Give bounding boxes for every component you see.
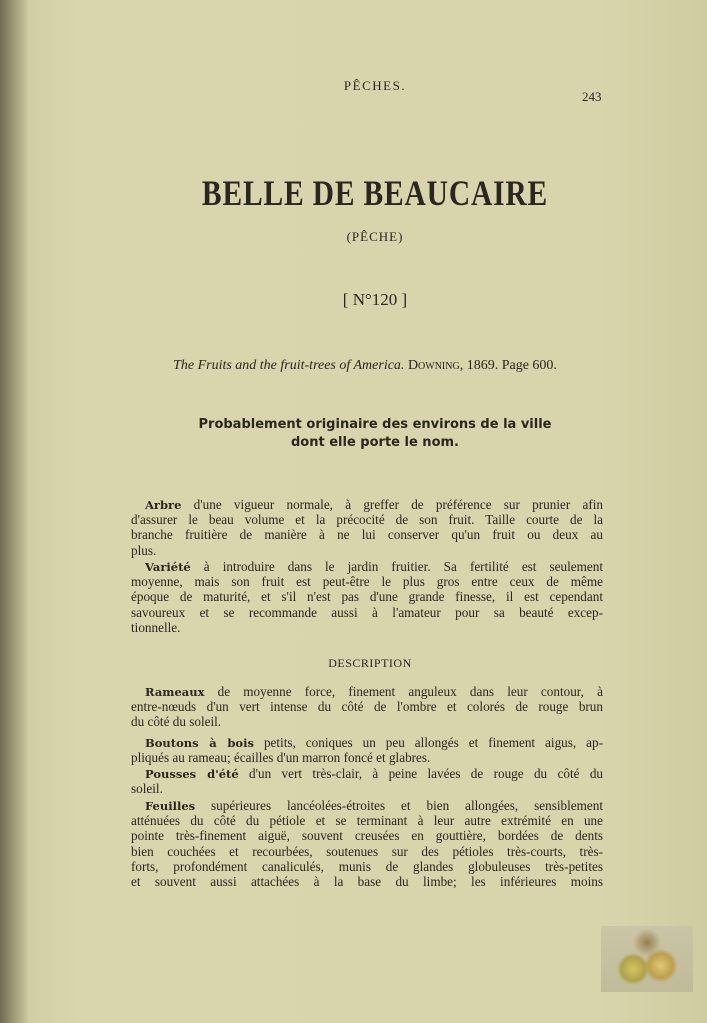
subtitle: (PÊCHE) bbox=[346, 229, 404, 244]
text-line bbox=[131, 874, 603, 889]
text-line bbox=[131, 699, 603, 714]
line-text: moyenne, mais son fruit est peut-être le plus gros entre ceux de même bbox=[131, 574, 603, 590]
line-text: pliqués au rameau; écailles d'un marron foncé et glabres. bbox=[131, 750, 431, 766]
text-line bbox=[131, 559, 603, 574]
line-text: à introduire dans le jardin fruitier. Sa fertilité est seulement bbox=[203, 559, 603, 574]
paragraph-lead-term: Arbre bbox=[145, 498, 182, 512]
line-text: forts, profondément canaliculés, munis de glandes globuleuses très-petites bbox=[131, 858, 603, 874]
text-line bbox=[131, 844, 603, 859]
text-line bbox=[131, 684, 603, 699]
citation-work: The Fruits and the fruit-trees of America. bbox=[173, 358, 405, 373]
paragraph-feuilles bbox=[131, 798, 603, 889]
line-text: d'assurer le beau volume et la précocité de son fruit. Taille courte de la bbox=[131, 512, 603, 528]
line-text: petits, coniques un peu allongés et finement aigus, ap- bbox=[263, 735, 604, 750]
citation-page: 1869. Page 600. bbox=[466, 358, 557, 373]
citation bbox=[120, 358, 610, 374]
citation-author: Downing, bbox=[407, 358, 464, 373]
line-text: entre-nœuds d'un vert intense du côté de l'ombre et colorés de rouge brun bbox=[131, 699, 603, 715]
section-heading-description: DESCRIPTION bbox=[328, 656, 412, 670]
text-line bbox=[131, 859, 603, 874]
line-text: époque de maturité, et s'il n'est pas d'une grande finesse, il est cependant bbox=[131, 589, 603, 605]
paragraph-pousses-d-été bbox=[131, 766, 603, 796]
book-binding-edge bbox=[0, 0, 28, 1023]
line-text: soleil. bbox=[131, 781, 163, 797]
page-title: BELLE DE BEAUCAIRE bbox=[201, 173, 549, 213]
page-number: 243 bbox=[582, 89, 602, 104]
text-line bbox=[131, 512, 603, 527]
text-line bbox=[131, 527, 603, 542]
line-text: tionnelle. bbox=[131, 619, 181, 635]
origin-note bbox=[150, 416, 600, 452]
line-text: bien couchées et recourbées, soutenues sur des pétioles très-courts, très- bbox=[131, 843, 603, 859]
text-line bbox=[131, 589, 603, 604]
paragraph-lead-term: Rameaux bbox=[145, 685, 205, 699]
running-head: PÊCHES. bbox=[343, 78, 407, 93]
line-text: pointe très-finement aiguë, souvent creusées en gouttière, bordées de dents bbox=[131, 828, 603, 844]
line-text: d'une vigueur normale, à greffer de préférence sur prunier afin bbox=[193, 497, 604, 512]
line-text: plus. bbox=[131, 542, 157, 558]
line-text: atténuées du côté du pétiole et se terminant à leur autre extrémité en une bbox=[131, 813, 603, 829]
text-line bbox=[131, 766, 603, 781]
text-line bbox=[131, 574, 603, 589]
text-line bbox=[131, 620, 603, 635]
line-text: et souvent aussi attachées à la base du limbe; les inférieures moins bbox=[131, 873, 603, 889]
line-text: branche fruitière de manière à ne lui conserver qu'un fruit ou deux au bbox=[131, 527, 603, 543]
paragraph-lead-term: Pousses d'été bbox=[145, 767, 239, 781]
origin-line: Probablement originaire des environs de la ville bbox=[198, 417, 552, 432]
paragraph-variété bbox=[131, 559, 603, 635]
line-text: d'un vert très-clair, à peine lavées de rouge du côté du bbox=[249, 766, 604, 781]
text-line bbox=[131, 497, 603, 512]
line-text: savoureux et se recommande aussi à l'amateur pour sa beauté excep- bbox=[131, 604, 603, 620]
text-line bbox=[131, 605, 603, 620]
text-line bbox=[131, 735, 603, 750]
paragraph-lead-term: Variété bbox=[145, 560, 191, 574]
text-line bbox=[131, 781, 603, 796]
line-text: du côté du soleil. bbox=[131, 714, 222, 730]
paragraph-boutons-à-bois bbox=[131, 735, 603, 765]
paragraph-lead-term: Feuilles bbox=[145, 799, 196, 813]
text-line bbox=[131, 813, 603, 828]
origin-line: dont elle porte le nom. bbox=[291, 435, 459, 450]
paragraph-arbre bbox=[131, 497, 603, 558]
paragraph-lead-term: Boutons à bois bbox=[145, 736, 254, 750]
line-text: supérieures lancéolées-étroites et bien allongées, sensiblement bbox=[211, 798, 603, 813]
text-line bbox=[131, 543, 603, 558]
variety-number: [ N°120 ] bbox=[342, 290, 408, 309]
text-line bbox=[131, 714, 603, 729]
text-line bbox=[131, 750, 603, 765]
text-line bbox=[131, 828, 603, 843]
fruit-thumbnail-image bbox=[601, 926, 693, 992]
line-text: de moyenne force, finement anguleux dans leur contour, à bbox=[217, 684, 603, 699]
text-line bbox=[131, 798, 603, 813]
paragraph-rameaux bbox=[131, 684, 603, 730]
